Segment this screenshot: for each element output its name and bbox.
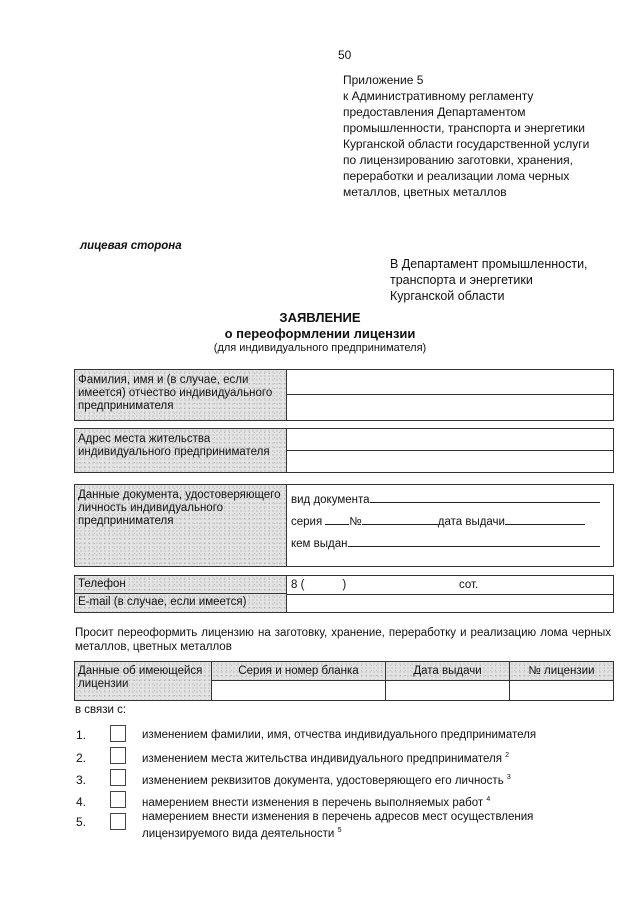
page-number: 50 bbox=[338, 48, 352, 62]
item-4-checkbox[interactable] bbox=[110, 791, 126, 808]
item-number: 5. bbox=[76, 815, 87, 829]
document-title: ЗАЯВЛЕНИЕ bbox=[279, 310, 361, 325]
doc-issued-field[interactable] bbox=[291, 535, 600, 550]
license-table bbox=[74, 661, 614, 701]
annex-line: по лицензированию заготовки, хранения, bbox=[343, 153, 573, 167]
addressee-line: В Департамент промышленности, bbox=[390, 257, 588, 271]
item-2-text bbox=[142, 749, 509, 766]
contacts-block bbox=[74, 575, 614, 613]
doc-issued-underline[interactable] bbox=[348, 535, 600, 547]
item-text: изменением реквизитов документа, удостоверяющего его личность bbox=[142, 774, 504, 787]
license-cell-number[interactable] bbox=[510, 681, 613, 700]
fio-label: Фамилия, имя и (в случае, если имеется) отчество индивидуального предпринимателя bbox=[75, 370, 287, 420]
email-label: E-mail (в случае, если имеется) bbox=[75, 594, 287, 612]
phone-mobile: сот. bbox=[459, 579, 479, 591]
document-subtitle-note: (для индивидуального предпринимателя) bbox=[213, 342, 427, 354]
id-document-label: Данные документа, удостоверяющего личность индивидуального предпринимателя bbox=[75, 485, 287, 566]
doc-number-underline[interactable] bbox=[362, 513, 438, 525]
addressee-line: транспорта и энергетики bbox=[390, 273, 533, 287]
item-text: изменением места жительства индивидуального предпринимателя bbox=[142, 752, 502, 765]
item-1-text bbox=[142, 728, 536, 742]
footnote-ref: 5 bbox=[337, 827, 342, 834]
item-3-checkbox[interactable] bbox=[110, 769, 126, 786]
doc-series-field[interactable] bbox=[291, 513, 585, 528]
license-cell-date[interactable] bbox=[386, 681, 510, 700]
annex-line: предоставления Департаментом bbox=[343, 105, 526, 119]
item-5-checkbox[interactable] bbox=[110, 813, 126, 830]
license-cell-series[interactable] bbox=[212, 681, 386, 700]
doc-type-label: вид документа bbox=[291, 494, 370, 506]
request-text: Просит переоформить лицензию на заготовку, хранение, переработку и реализацию лома черных металлов, цветных металлов bbox=[75, 627, 611, 653]
item-text: намерением внести изменения в перечень выполняемых работ bbox=[142, 796, 484, 809]
addressee-line: Курганской области bbox=[390, 289, 505, 303]
footnote-ref: 3 bbox=[506, 774, 511, 781]
footnote-ref: 4 bbox=[486, 796, 491, 803]
doc-date-underline[interactable] bbox=[505, 513, 585, 525]
phone-paren: ) bbox=[342, 579, 347, 591]
fio-input-line[interactable] bbox=[287, 394, 613, 395]
item-1-checkbox[interactable] bbox=[110, 725, 126, 742]
license-header-number: № лицензии bbox=[510, 662, 613, 681]
license-row-label: Данные об имеющейся лицензии bbox=[75, 662, 212, 700]
doc-issued-label: кем выдан bbox=[291, 538, 348, 550]
side-label: лицевая сторона bbox=[80, 240, 182, 252]
item-4-text bbox=[142, 793, 490, 810]
license-header-series: Серия и номер бланка bbox=[212, 662, 386, 681]
footnote-ref: 2 bbox=[505, 752, 510, 759]
doc-series-label: серия bbox=[291, 516, 323, 528]
contacts-divider bbox=[287, 594, 613, 595]
doc-number-label: № bbox=[349, 516, 362, 528]
license-header-date: Дата выдачи bbox=[386, 662, 510, 681]
item-number: 1. bbox=[76, 728, 87, 742]
email-input[interactable] bbox=[289, 596, 611, 611]
phone-prefix: 8 ( bbox=[291, 579, 305, 591]
doc-type-underline[interactable] bbox=[370, 491, 600, 503]
item-5-text bbox=[142, 810, 582, 841]
id-document-block bbox=[74, 484, 614, 567]
item-text: изменением фамилии, имя, отчества индивидуального предпринимателя bbox=[142, 729, 537, 741]
annex-line: переработки и реализации лома черных bbox=[343, 169, 570, 183]
phone-field[interactable] bbox=[291, 579, 346, 591]
doc-type-field[interactable] bbox=[291, 491, 600, 506]
address-block bbox=[74, 428, 614, 473]
address-input-line[interactable] bbox=[287, 450, 613, 451]
item-number: 4. bbox=[76, 795, 87, 809]
doc-series-underline[interactable] bbox=[325, 513, 349, 525]
item-number: 2. bbox=[76, 751, 87, 765]
item-text: намерением внести изменения в перечень адресов мест осуществления лицензируемого вида деятельности bbox=[142, 811, 534, 840]
document-subtitle: о переоформлении лицензии bbox=[224, 326, 416, 341]
annex-line: Приложение 5 bbox=[343, 73, 424, 87]
doc-date-label: дата выдачи bbox=[437, 516, 505, 528]
addressee bbox=[390, 256, 588, 304]
in-connection-label: в связи с: bbox=[75, 704, 127, 716]
address-label: Адрес места жительства индивидуального предпринимателя bbox=[75, 429, 287, 472]
annex-line: Курганской области государственной услуги bbox=[343, 137, 590, 151]
annex-line: металлов, цветных металлов bbox=[343, 185, 507, 199]
fio-block bbox=[74, 369, 614, 421]
phone-label: Телефон bbox=[75, 576, 287, 594]
annex-line: промышленности, транспорта и энергетики bbox=[343, 121, 585, 135]
item-2-checkbox[interactable] bbox=[110, 747, 126, 764]
item-3-text bbox=[142, 771, 511, 788]
annex-header bbox=[343, 72, 623, 200]
annex-line: к Административному регламенту bbox=[343, 89, 534, 103]
item-number: 3. bbox=[76, 773, 87, 787]
